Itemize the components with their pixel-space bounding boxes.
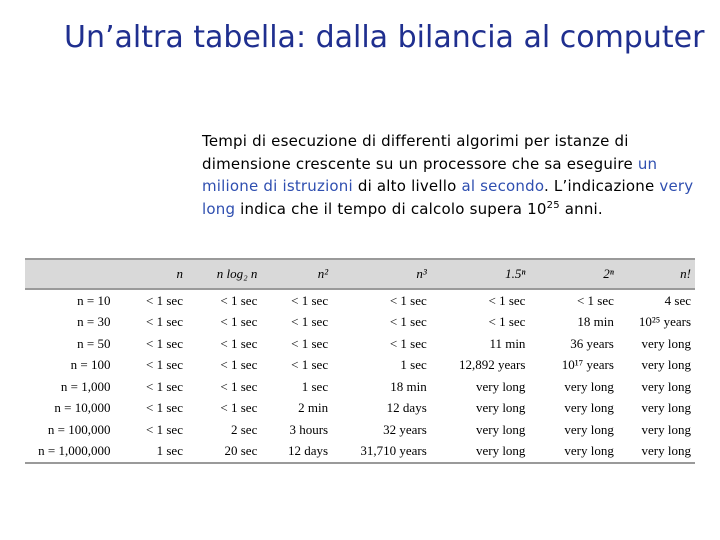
table-cell: 4 sec bbox=[664, 292, 691, 308]
table-cell: 1 sec bbox=[400, 357, 427, 373]
header-cell-1-5n: 1.5ⁿ bbox=[431, 259, 530, 289]
table-row bbox=[25, 289, 695, 312]
description-text-1: Tempi di esecuzione di differenti algorimi per istanze di dimensione crescente su un processore che sa eseguire bbox=[202, 132, 638, 173]
table-cell: 12,892 years bbox=[459, 357, 526, 373]
table-cell: < 1 sec bbox=[291, 314, 329, 330]
table-cell: 31,710 years bbox=[332, 441, 431, 464]
table-cell: < 1 sec bbox=[146, 421, 183, 437]
header-cell-n2: n² bbox=[261, 259, 332, 289]
row-label-cell: n = 100 bbox=[70, 357, 111, 373]
table-cell: < 1 sec bbox=[220, 357, 258, 373]
description-exponent: 25 bbox=[546, 199, 560, 211]
table-cell: < 1 sec bbox=[146, 292, 183, 308]
table-cell: < 1 sec bbox=[389, 292, 427, 308]
table-cell: 2 sec bbox=[230, 421, 258, 437]
table-cell: very long bbox=[564, 421, 614, 437]
table-cell: 3 hours bbox=[289, 421, 329, 437]
table-cell: very long bbox=[641, 357, 691, 373]
slide-title: Un’altra tabella: dalla bilancia al computer bbox=[64, 20, 705, 55]
row-label-cell: n = 1,000,000 bbox=[25, 441, 114, 464]
table-cell: very long bbox=[475, 400, 526, 416]
header-cell-nfactorial: n! bbox=[618, 259, 695, 289]
table-cell: < 1 sec bbox=[220, 335, 258, 351]
table-cell: very long bbox=[618, 441, 695, 464]
description-paragraph bbox=[202, 130, 702, 220]
table-cell: < 1 sec bbox=[389, 335, 427, 351]
table-row bbox=[25, 355, 695, 377]
row-label-cell: n = 50 bbox=[77, 335, 111, 351]
table-cell: 12 days bbox=[261, 441, 332, 464]
table-cell: very long bbox=[431, 441, 530, 464]
table-cell: < 1 sec bbox=[146, 378, 183, 394]
table-cell: very long bbox=[564, 378, 614, 394]
header-cell-2n: 2ⁿ bbox=[529, 259, 617, 289]
description-highlight-instructions: un milione di istruzioni bbox=[202, 154, 658, 195]
description-highlight-very-long: very long bbox=[202, 177, 694, 218]
table-cell: < 1 sec bbox=[291, 335, 329, 351]
table-cell: < 1 sec bbox=[220, 314, 258, 330]
table-cell: < 1 sec bbox=[488, 314, 526, 330]
table-cell: very long bbox=[641, 378, 691, 394]
table-cell: 2 min bbox=[298, 400, 329, 416]
table-cell: 10¹⁷ years bbox=[561, 357, 614, 373]
row-label-cell: n = 1,000 bbox=[60, 378, 111, 394]
table-cell: 11 min bbox=[489, 335, 526, 351]
description-text-4: indica che il tempo di calcolo supera 10 bbox=[235, 199, 547, 218]
table-row bbox=[25, 419, 695, 441]
table-cell: < 1 sec bbox=[146, 400, 183, 416]
header-cell-n: n bbox=[114, 259, 186, 289]
table-cell: very long bbox=[475, 421, 526, 437]
table-row bbox=[25, 312, 695, 334]
table-cell: very long bbox=[564, 400, 614, 416]
table-cell: 18 min bbox=[577, 314, 614, 330]
table-cell: 20 sec bbox=[187, 441, 261, 464]
table-row bbox=[25, 376, 695, 398]
table-cell: < 1 sec bbox=[488, 292, 526, 308]
description-highlight-second: al secondo bbox=[461, 177, 544, 195]
table-cell: < 1 sec bbox=[576, 292, 614, 308]
table-cell: < 1 sec bbox=[220, 378, 258, 394]
table-cell: < 1 sec bbox=[146, 357, 183, 373]
table-cell: < 1 sec bbox=[291, 357, 329, 373]
table-cell: < 1 sec bbox=[220, 400, 258, 416]
description-text-5: anni. bbox=[559, 199, 603, 218]
table-cell: 12 days bbox=[386, 400, 427, 416]
table-row bbox=[25, 398, 695, 420]
table-cell: 1 sec bbox=[114, 441, 186, 464]
row-label-cell: n = 30 bbox=[77, 314, 111, 330]
table-cell: < 1 sec bbox=[389, 314, 427, 330]
table-cell: 18 min bbox=[390, 378, 427, 394]
table-cell: very long bbox=[475, 378, 526, 394]
row-label-cell: n = 10,000 bbox=[54, 400, 111, 416]
table-cell: very long bbox=[641, 335, 691, 351]
table-cell: 1 sec bbox=[301, 378, 329, 394]
header-cell-n3: n³ bbox=[332, 259, 431, 289]
description-text-2: di alto livello bbox=[352, 177, 462, 195]
table-header-row bbox=[25, 259, 695, 289]
header-cell-nlogn: n log₂ n bbox=[187, 259, 261, 289]
description-text-3: . L’indicazione bbox=[543, 177, 660, 195]
row-label-cell: n = 10 bbox=[77, 292, 111, 308]
table-cell: < 1 sec bbox=[220, 292, 258, 308]
table-row bbox=[25, 441, 695, 464]
row-label-cell: n = 100,000 bbox=[47, 421, 111, 437]
table-cell: 36 years bbox=[570, 335, 614, 351]
header-cell-empty bbox=[25, 259, 114, 289]
table-cell: very long bbox=[641, 400, 691, 416]
table-cell: < 1 sec bbox=[146, 335, 183, 351]
table-cell: < 1 sec bbox=[291, 292, 329, 308]
table-row bbox=[25, 333, 695, 355]
table-cell: 10²⁵ years bbox=[638, 314, 691, 330]
table-cell: very long bbox=[529, 441, 617, 464]
table-cell: < 1 sec bbox=[146, 314, 183, 330]
table-cell: very long bbox=[641, 421, 691, 437]
table-cell: 32 years bbox=[383, 421, 427, 437]
runtime-table bbox=[25, 258, 695, 464]
